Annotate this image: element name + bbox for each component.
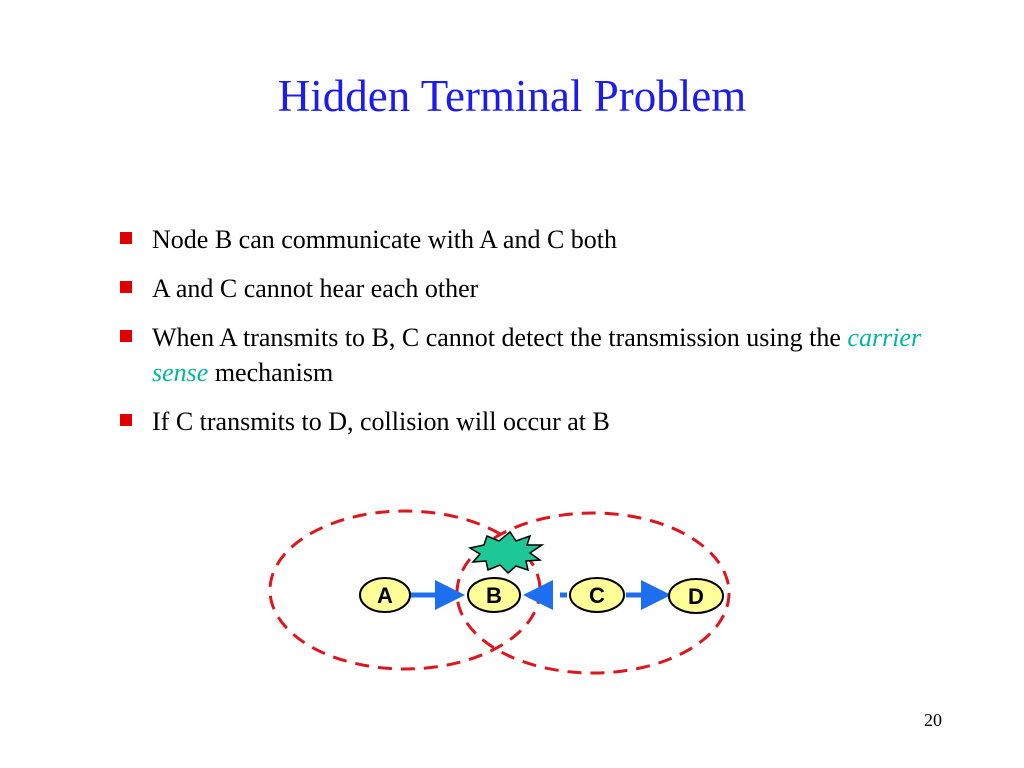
page-number: 20	[924, 710, 942, 730]
slide-title: Hidden Terminal Problem	[277, 71, 747, 121]
node-c	[570, 578, 624, 612]
bullet-text: A and C cannot hear each other	[152, 274, 479, 303]
bullet-emphasis: carrier sense	[152, 323, 922, 387]
bullet-text: Node B can communicate with A and C both	[152, 225, 618, 254]
bullet-text: When A transmits to B, C cannot detect the transmission using the	[152, 323, 848, 352]
node-a	[360, 578, 410, 612]
node-d	[669, 579, 723, 613]
node-label: C	[589, 583, 605, 608]
bullet-text: mechanism	[208, 358, 334, 387]
node-label: B	[486, 583, 502, 608]
collision-burst-icon	[470, 532, 542, 573]
node-label: A	[377, 583, 393, 608]
node-b	[468, 578, 520, 612]
bullet-text: If C transmits to D, collision will occur at B	[152, 407, 610, 436]
node-label: D	[688, 584, 704, 609]
